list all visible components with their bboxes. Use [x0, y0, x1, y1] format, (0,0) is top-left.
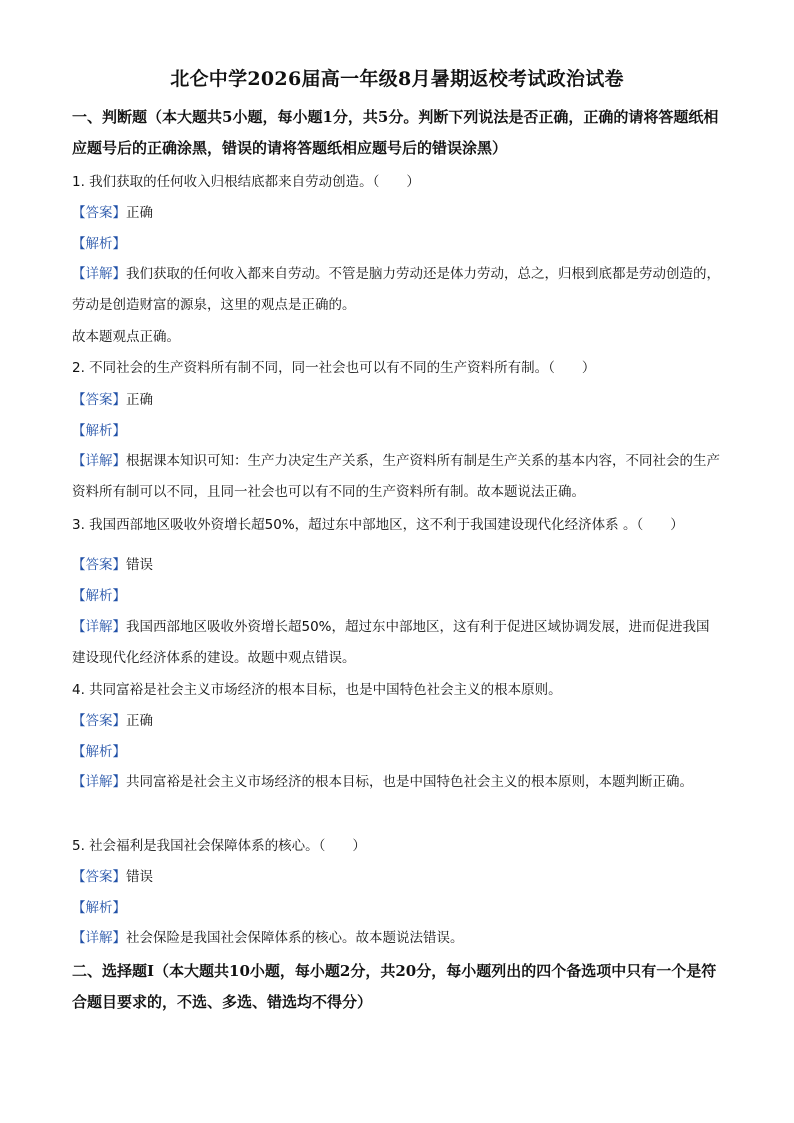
- answer-row-1: [72, 203, 722, 223]
- detail-text: 根据课本知识可知：生产力决定生产关系，生产资料所有制是生产关系的基本内容，不同社会的生产资料所有制可以不同，且同一社会也可以有不同的生产资料所有制。故本题说法正确。: [72, 453, 720, 500]
- conclusion-1: 故本题观点正确。: [72, 329, 180, 345]
- detail-text: 我国西部地区吸收外资增长超50%，超过东中部地区，这有利于促进区域协调发展，进而促进我国建设现代化经济体系的建设。故题中观点错误。: [72, 619, 710, 666]
- question-2: 2. 不同社会的生产资料所有制不同，同一社会也可以有不同的生产资料所有制。（ ）: [72, 360, 596, 376]
- answer-row-5: [72, 867, 722, 887]
- answer-row-4: [72, 711, 722, 731]
- question-1: 1. 我们获取的任何收入归根结底都来自劳动创造。（ ）: [72, 174, 420, 190]
- detail-label: 【详解】: [72, 266, 126, 282]
- detail-3: [72, 612, 722, 674]
- analysis-label: 【解析】: [72, 900, 126, 916]
- detail-label: 【详解】: [72, 619, 126, 635]
- answer-value: 正确: [126, 713, 153, 729]
- answer-value: 正确: [126, 392, 153, 408]
- analysis-label-3: [72, 586, 722, 606]
- detail-label: 【详解】: [72, 930, 126, 946]
- analysis-label: 【解析】: [72, 588, 126, 604]
- answer-row-3: [72, 555, 722, 575]
- question-5: 5. 社会福利是我国社会保障体系的核心。（ ）: [72, 838, 366, 854]
- answer-value: 正确: [126, 205, 153, 221]
- detail-5: [72, 923, 722, 954]
- detail-text: 共同富裕是社会主义市场经济的根本目标，也是中国特色社会主义的根本原则，本题判断正确。: [126, 774, 693, 790]
- answer-label: 【答案】: [72, 392, 126, 408]
- detail-text: 我们获取的任何收入都来自劳动。不管是脑力劳动还是体力劳动，总之，归根到底都是劳动创造的，劳动是创造财富的源泉，这里的观点是正确的。: [72, 266, 720, 313]
- section-heading-judgment: 一、判断题（本大题共5小题，每小题1分，共5分。判断下列说法是否正确，正确的请将答题纸相应题号后的正确涂黑，错误的请将答题纸相应题号后的错误涂黑）: [72, 108, 719, 157]
- answer-value: 错误: [126, 869, 153, 885]
- detail-text: 社会保险是我国社会保障体系的核心。故本题说法错误。: [126, 930, 464, 946]
- analysis-label-1: [72, 234, 722, 254]
- question-3: 3. 我国西部地区吸收外资增长超50%，超过东中部地区，这不利于我国建设现代化经济体系 。（ ）: [72, 517, 684, 533]
- analysis-label-4: [72, 742, 722, 762]
- analysis-label: 【解析】: [72, 236, 126, 252]
- detail-label: 【详解】: [72, 453, 126, 469]
- analysis-label: 【解析】: [72, 744, 126, 760]
- answer-label: 【答案】: [72, 205, 126, 221]
- analysis-label: 【解析】: [72, 423, 126, 439]
- question-4: 4. 共同富裕是社会主义市场经济的根本目标，也是中国特色社会主义的根本原则。: [72, 682, 562, 698]
- detail-label: 【详解】: [72, 774, 126, 790]
- answer-label: 【答案】: [72, 713, 126, 729]
- answer-row-2: [72, 390, 722, 410]
- answer-label: 【答案】: [72, 557, 126, 573]
- answer-value: 错误: [126, 557, 153, 573]
- detail-4: [72, 767, 722, 798]
- answer-label: 【答案】: [72, 869, 126, 885]
- page-title: 北仑中学2026届高一年级8月暑期返校考试政治试卷: [170, 68, 624, 90]
- detail-2: [72, 446, 722, 508]
- detail-1: [72, 259, 722, 321]
- analysis-label-2: [72, 421, 722, 441]
- analysis-label-5: [72, 898, 722, 918]
- section-heading-choice: 二、选择题Ⅰ（本大题共10小题，每小题2分，共20分，每小题列出的四个备选项中只有一个是符合题目要求的，不选、多选、错选均不得分）: [72, 962, 717, 1011]
